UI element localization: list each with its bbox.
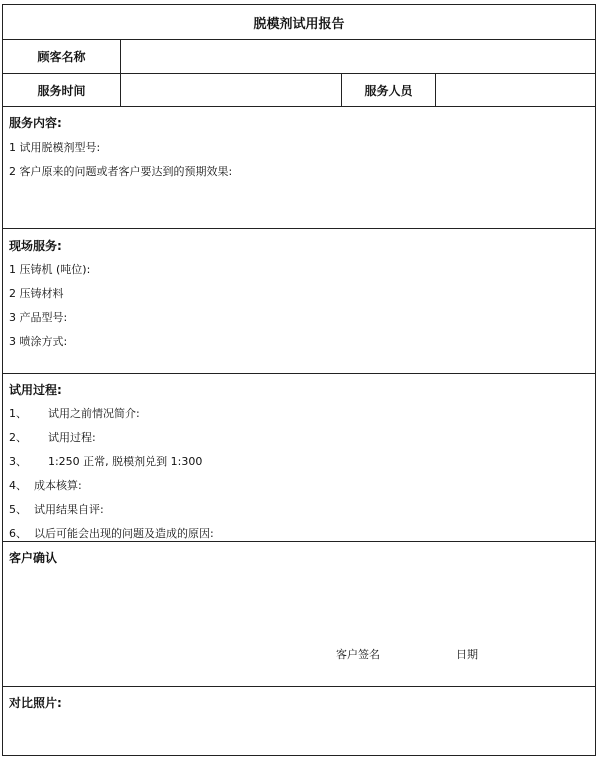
trial-report-form xyxy=(2,4,596,756)
date-label: 日期 xyxy=(456,648,478,661)
trial-process-line: 4、 成本核算: xyxy=(9,479,82,492)
customer-name-label: 顾客名称 xyxy=(3,40,121,73)
service-content-heading: 服务内容: xyxy=(9,116,62,130)
trial-process-line: 6、 以后可能会出现的问题及造成的原因: xyxy=(9,527,214,540)
customer-confirm-section xyxy=(3,542,595,687)
page-title: 脱模剂试用报告 xyxy=(253,16,345,32)
service-person-label: 服务人员 xyxy=(342,74,436,106)
onsite-service-line: 2 压铸材料 xyxy=(9,287,64,300)
comparison-photos-heading: 对比照片: xyxy=(9,696,62,710)
service-time-label: 服务时间 xyxy=(3,74,121,106)
comparison-photos-section xyxy=(3,687,595,755)
onsite-service-line: 1 压铸机 (吨位): xyxy=(9,263,91,276)
service-time-row xyxy=(3,74,595,107)
trial-process-section xyxy=(3,374,595,542)
service-person-field[interactable] xyxy=(436,74,595,106)
trial-process-heading: 试用过程: xyxy=(9,383,62,397)
onsite-service-heading: 现场服务: xyxy=(9,239,62,253)
customer-name-field[interactable] xyxy=(121,40,595,73)
service-time-field[interactable] xyxy=(121,74,342,106)
customer-name-row xyxy=(3,40,595,74)
service-content-line: 2 客户原来的问题或者客户要达到的预期效果: xyxy=(9,165,233,178)
onsite-service-section xyxy=(3,229,595,374)
trial-process-line: 3、 1:250 正常, 脱模剂兑到 1:300 xyxy=(9,455,203,468)
onsite-service-line: 3 产品型号: xyxy=(9,311,68,324)
service-content-line: 1 试用脱模剂型号: xyxy=(9,141,101,154)
customer-confirm-heading: 客户确认 xyxy=(9,551,58,565)
onsite-service-line: 3 喷涂方式: xyxy=(9,335,68,348)
title-row xyxy=(3,5,595,40)
service-content-section xyxy=(3,107,595,229)
customer-signature-label: 客户签名 xyxy=(336,648,380,661)
trial-process-line: 5、 试用结果自评: xyxy=(9,503,104,516)
trial-process-line: 2、 试用过程: xyxy=(9,431,96,444)
trial-process-line: 1、 试用之前情况简介: xyxy=(9,407,140,420)
